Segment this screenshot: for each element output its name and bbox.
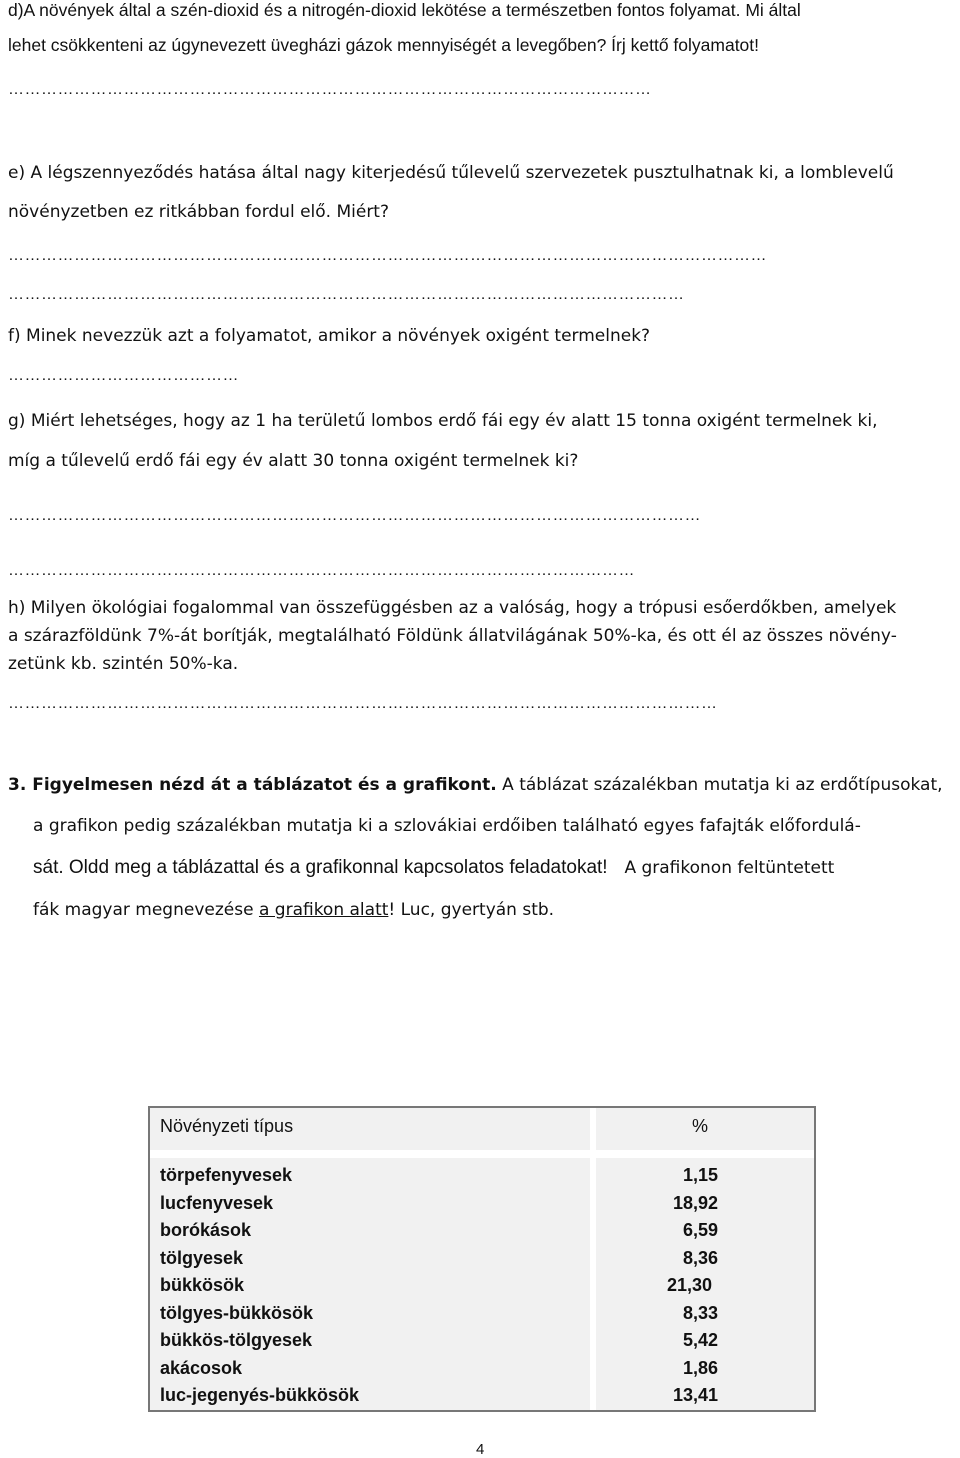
answer-line-d[interactable]: ………………………………………………………………………………………………………	[8, 82, 652, 98]
question-h-line3: zetünk kb. szintén 50%-ka.	[8, 654, 239, 674]
table-row-percent: 5,42	[682, 1330, 718, 1350]
table-row-percent: 18,92	[672, 1192, 718, 1213]
table-row-percent: 6,59	[682, 1220, 718, 1240]
table-row-type: borókások	[160, 1220, 252, 1240]
table-row-percent: 13,41	[672, 1385, 718, 1405]
table-type-list	[160, 1162, 590, 1410]
answer-line-g2[interactable]: ……………………………………………………………………………………………………	[8, 563, 635, 579]
task3-line3	[33, 858, 834, 877]
task3-line1	[8, 777, 943, 794]
task3-line4-start: fák magyar megnevezése	[33, 900, 259, 920]
table-separator	[150, 1150, 814, 1158]
task3-line2: a grafikon pedig százalékban mutatja ki a szlovákiai erdőiben található egyes fafajták előfordulá-	[33, 816, 861, 836]
question-h-line1: h) Milyen ökológiai fogalommal van összefüggésben az a valóság, hogy a trópusi esőerdőkben, amelyek	[8, 598, 897, 618]
table-row-type: lucfenyvesek	[160, 1192, 274, 1213]
page-number: 4	[476, 1441, 485, 1458]
task3-line4-end: ! Luc, gyertyán stb.	[388, 900, 555, 920]
table-header-type: Növényzeti típus	[150, 1108, 590, 1150]
table-row-percent: 1,86	[682, 1357, 718, 1378]
task3-line3-instruction: sát. Oldd meg a táblázattal és a grafikonnal kapcsolatos feladatokat!	[33, 857, 608, 878]
table-row-percent: 1,15	[682, 1165, 718, 1185]
task3-line3-rest: A grafikonon feltüntetett	[624, 858, 835, 878]
answer-line-f[interactable]: ……………………………………	[8, 368, 239, 384]
table-row-type: akácosok	[160, 1357, 243, 1378]
table-row-type: törpefenyvesek	[160, 1165, 293, 1185]
forest-types-table	[148, 1106, 816, 1412]
answer-line-g1[interactable]: ………………………………………………………………………………………………………………	[8, 508, 701, 524]
question-g-line1: g) Miért lehetséges, hogy az 1 ha területű lombos erdő fái egy év alatt 15 tonna oxigént termelnek ki,	[8, 411, 878, 431]
question-d-line2: lehet csökkenteni az úgynevezett üvegházi gázok mennyiségét a levegőben? Írj kettő folyamatot!	[8, 35, 760, 55]
table-header-percent: %	[596, 1108, 814, 1150]
answer-line-h[interactable]: …………………………………………………………………………………………………………………	[8, 696, 718, 712]
table-type-column	[150, 1158, 590, 1410]
question-d-line1: d)A növények által a szén-dioxid és a nitrogén-dioxid lekötése a természetben fontos folyamat. Mi által	[8, 0, 801, 20]
table-percent-list	[596, 1162, 718, 1405]
answer-line-e1[interactable]: …………………………………………………………………………………………………………………………	[8, 248, 767, 264]
question-g-line2: míg a tűlevelű erdő fái egy év alatt 30 tonna oxigént termelnek ki?	[8, 451, 579, 471]
table-row-type: tölgyes-bükkösök	[160, 1302, 314, 1323]
task3-line4	[33, 902, 554, 919]
table-percent-column	[596, 1158, 814, 1410]
table-row-type: tölgyesek	[160, 1247, 244, 1268]
question-e-line1: e) A légszennyeződés hatása által nagy kiterjedésű tűlevelű szervezetek pusztulhatnak ki, a lomblevelű	[8, 163, 894, 183]
table-row-type: bükkös-tölgyesek	[160, 1330, 313, 1350]
table-row-type: luc-jegenyés-bükkösök	[160, 1385, 360, 1405]
table-row-percent: 8,33	[682, 1302, 718, 1323]
question-h-line2: a szárazföldünk 7%-át borítják, megtalálható Földünk állatvilágának 50%-ka, és ott él az összes növény-	[8, 626, 897, 646]
table-row-type: bükkösök	[160, 1275, 245, 1295]
task3-heading: 3. Figyelmesen nézd át a táblázatot és a grafikont.	[8, 775, 497, 795]
table-row-percent: 8,36	[682, 1247, 718, 1268]
answer-line-e2[interactable]: ……………………………………………………………………………………………………………	[8, 287, 685, 303]
question-e-line2: növényzetben ez ritkábban fordul elő. Miért?	[8, 202, 389, 222]
table-row-percent: 21,30	[666, 1275, 712, 1295]
question-f-line1: f) Minek nevezzük azt a folyamatot, amikor a növények oxigént termelnek?	[8, 326, 651, 346]
task3-line1-rest: A táblázat százalékban mutatja ki az erdőtípusokat,	[496, 775, 943, 795]
task3-line4-underlined: a grafikon alatt	[258, 900, 389, 920]
